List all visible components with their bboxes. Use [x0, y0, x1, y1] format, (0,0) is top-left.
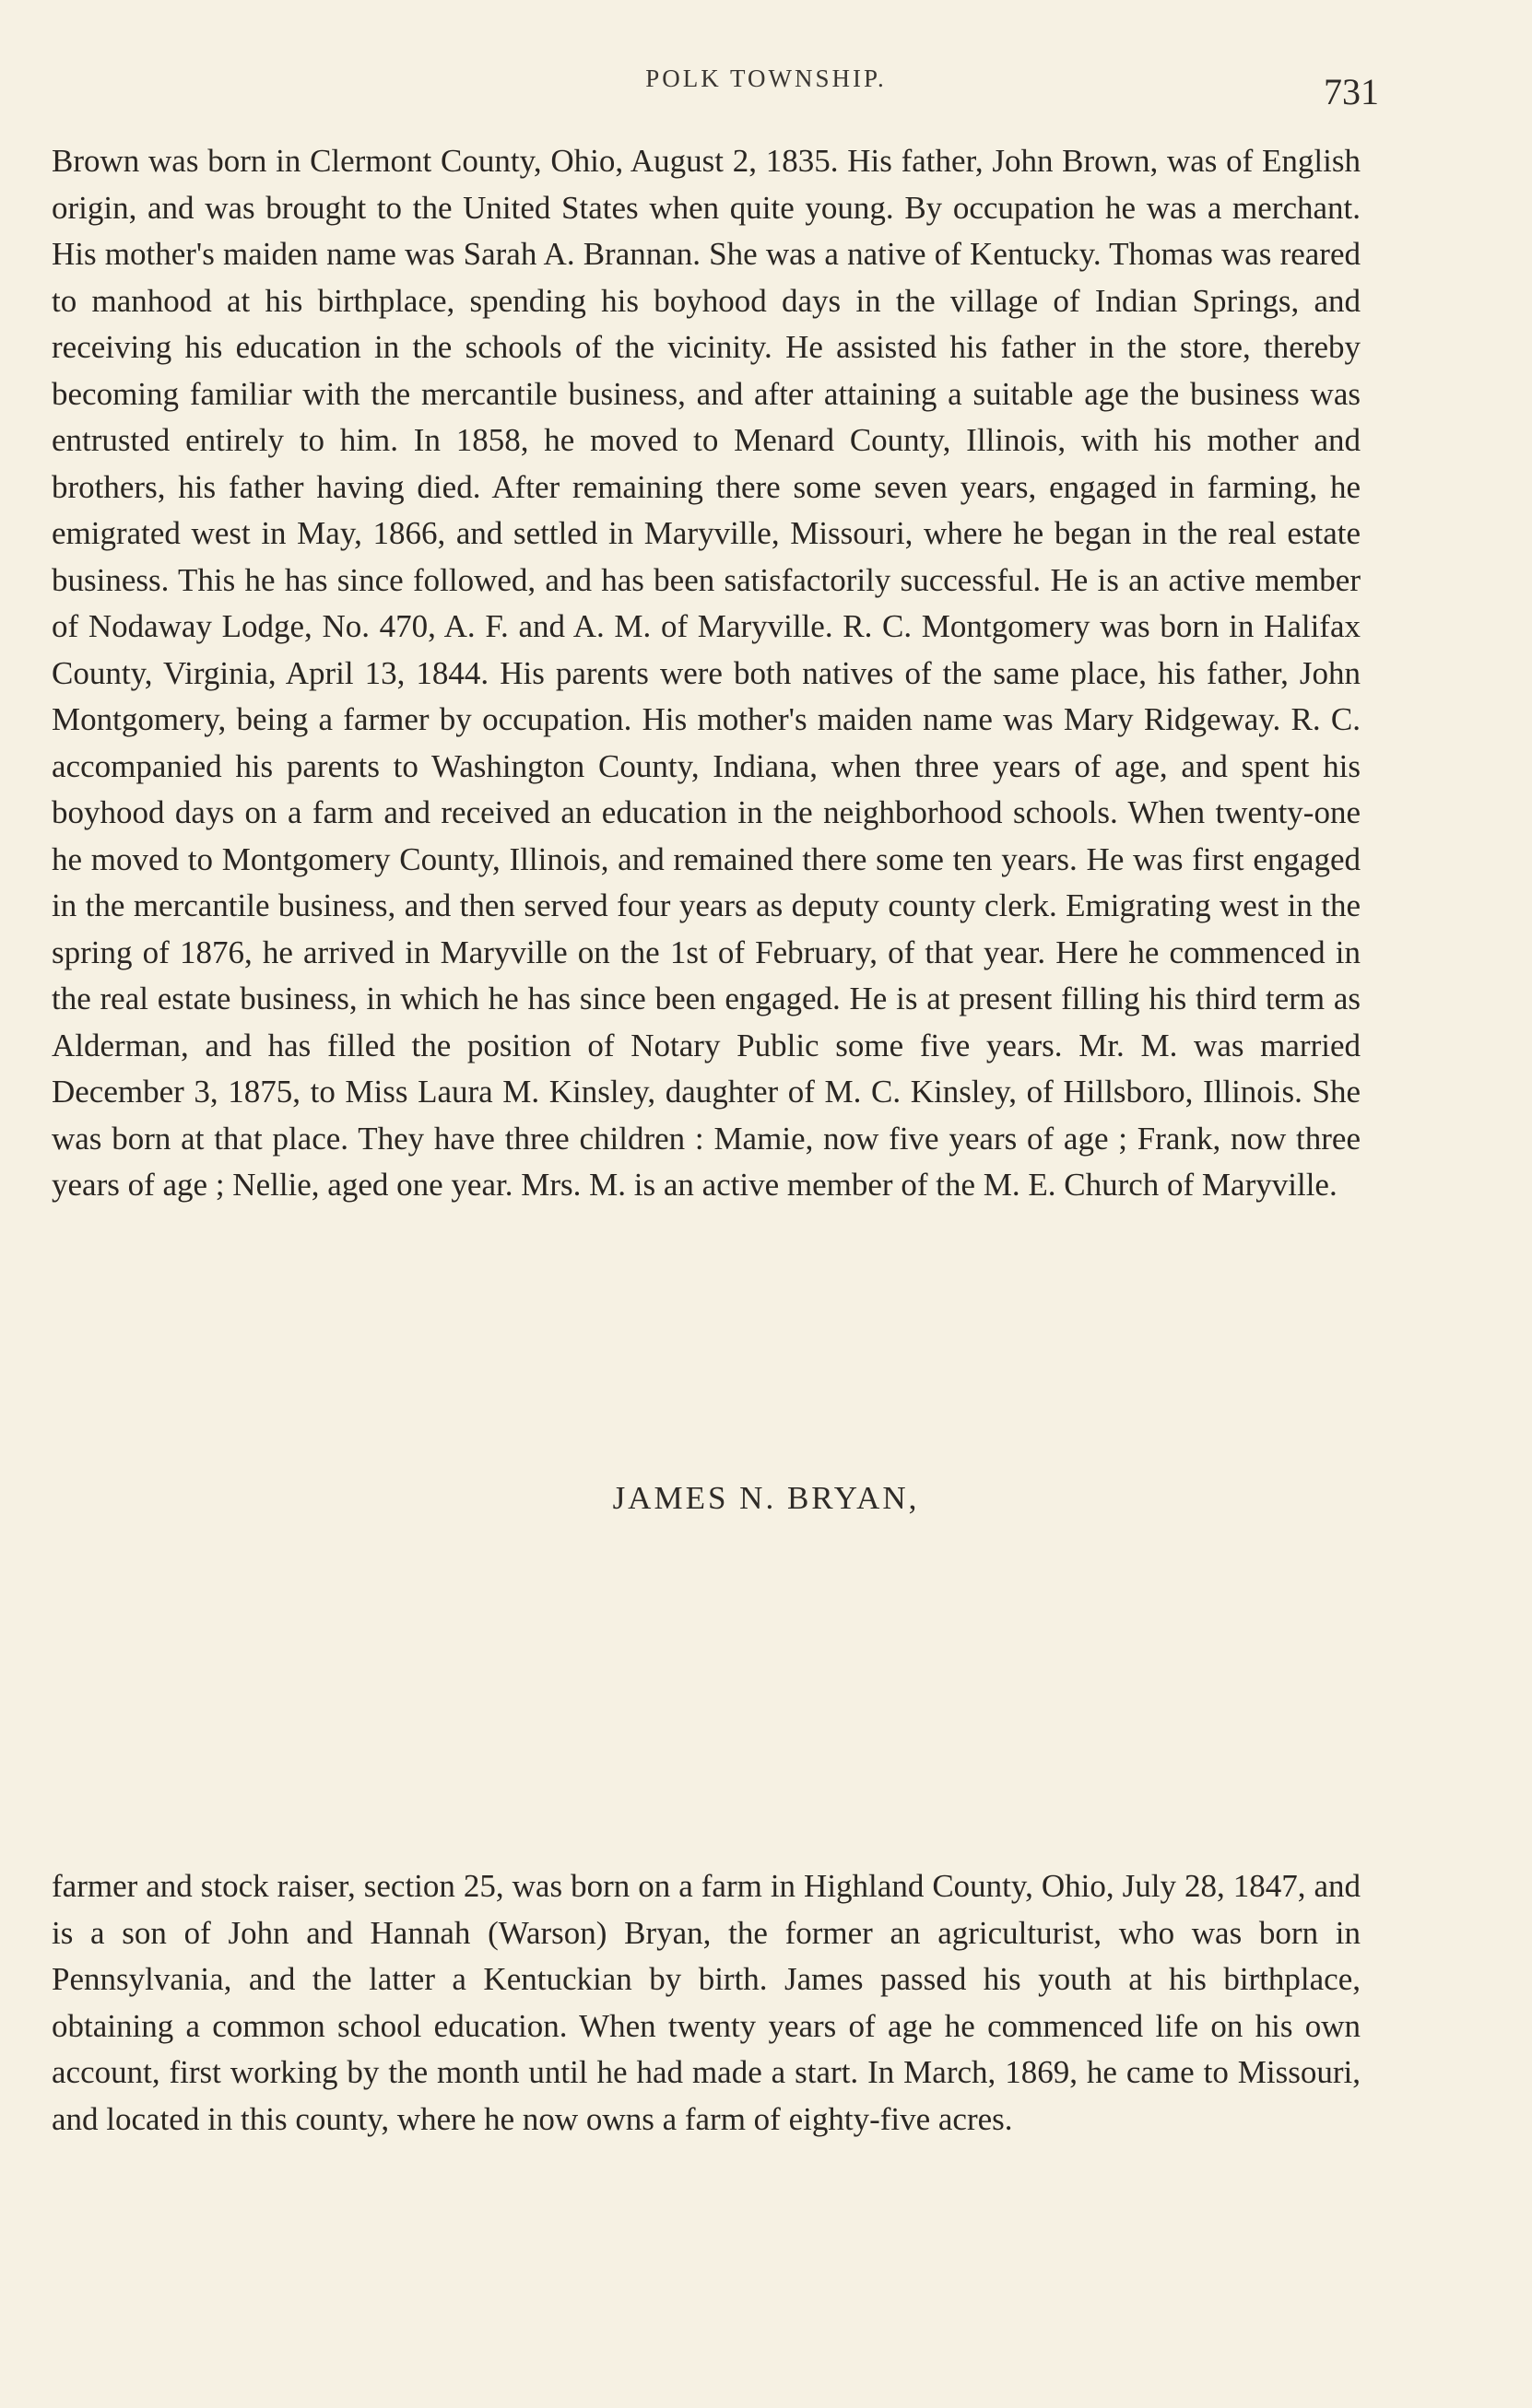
paragraph-james-bryan: farmer and stock raiser, section 25, was born on a farm in Highland County, Ohio, July 28, 1847, and is a son of John and Hannah (Warson) Bryan, the former an agriculturist, who was born in Pennsylvania, and the latter a Kentuckian by birth. James passed his youth at his birthplace, obtaining a common school education. When twenty years of age he commenced life on his own account, first working by the month until he had made a start. In March, 1869, he came to Missouri, and located in this county, where he now owns a farm of eighty-five acres.	[52, 1868, 1361, 2137]
paragraph-brown-montgomery: Brown was born in Clermont County, Ohio, August 2, 1835. His father, John Brown, was of English origin, and was brought to the United States when quite young. By occupation he was a merchant. His mother's maiden name was Sarah A. Brannan. She was a native of Kentucky. Thomas was reared to manhood at his birthplace, spending his boyhood days in the village of Indian Springs, and receiving his education in the schools of the vicinity. He assisted his father in the store, thereby becoming familiar with the mercantile business, and after attaining a suitable age the business was entrusted entirely to him. In 1858, he moved to Menard County, Illinois, with his mother and brothers, his father having died. After remaining there some seven years, engaged in farming, he emigrated west in May, 1866, and settled in Maryville, Missouri, where he began in the real estate business. This he has since followed, and has been satisfactorily successful. He is an active member of Nodaway Lodge, No. 470, A. F. and A. M. of Maryville. R. C. Montgomery was born in Halifax County, Virginia, April 13, 1844. His parents were both natives of the same place, his father, John Montgomery, being a farmer by occupation. His mother's maiden name was Mary Ridgeway. R. C. accompanied his parents to Washington County, Indiana, when three years of age, and spent his boyhood days on a farm and received an education in the neighborhood schools. When twenty-one he moved to Montgomery County, Illinois, and remained there some ten years. He was first engaged in the mercantile business, and then served four years as deputy county clerk. Emigrating west in the spring of 1876, he arrived in Maryville on the 1st of February, of that year. Here he commenced in the real estate business, in which he has since been engaged. He is at present filling his third term as Alderman, and has filled the position of Notary Public some five years. Mr. M. was married December 3, 1875, to Miss Laura M. Kinsley, daughter of M. C. Kinsley, of Hillsboro, Illinois. She was born at that place. They have three children : Mamie, now five years of age ; Frank, now three years of age ; Nellie, aged one year. Mrs. M. is an active member of the M. E. Church of Maryville.	[52, 143, 1361, 1203]
section-heading-james-bryan: JAMES N. BRYAN,	[612, 1480, 920, 1516]
running-title: POLK TOWNSHIP.	[645, 65, 887, 92]
page-number: 731	[1324, 71, 1379, 112]
